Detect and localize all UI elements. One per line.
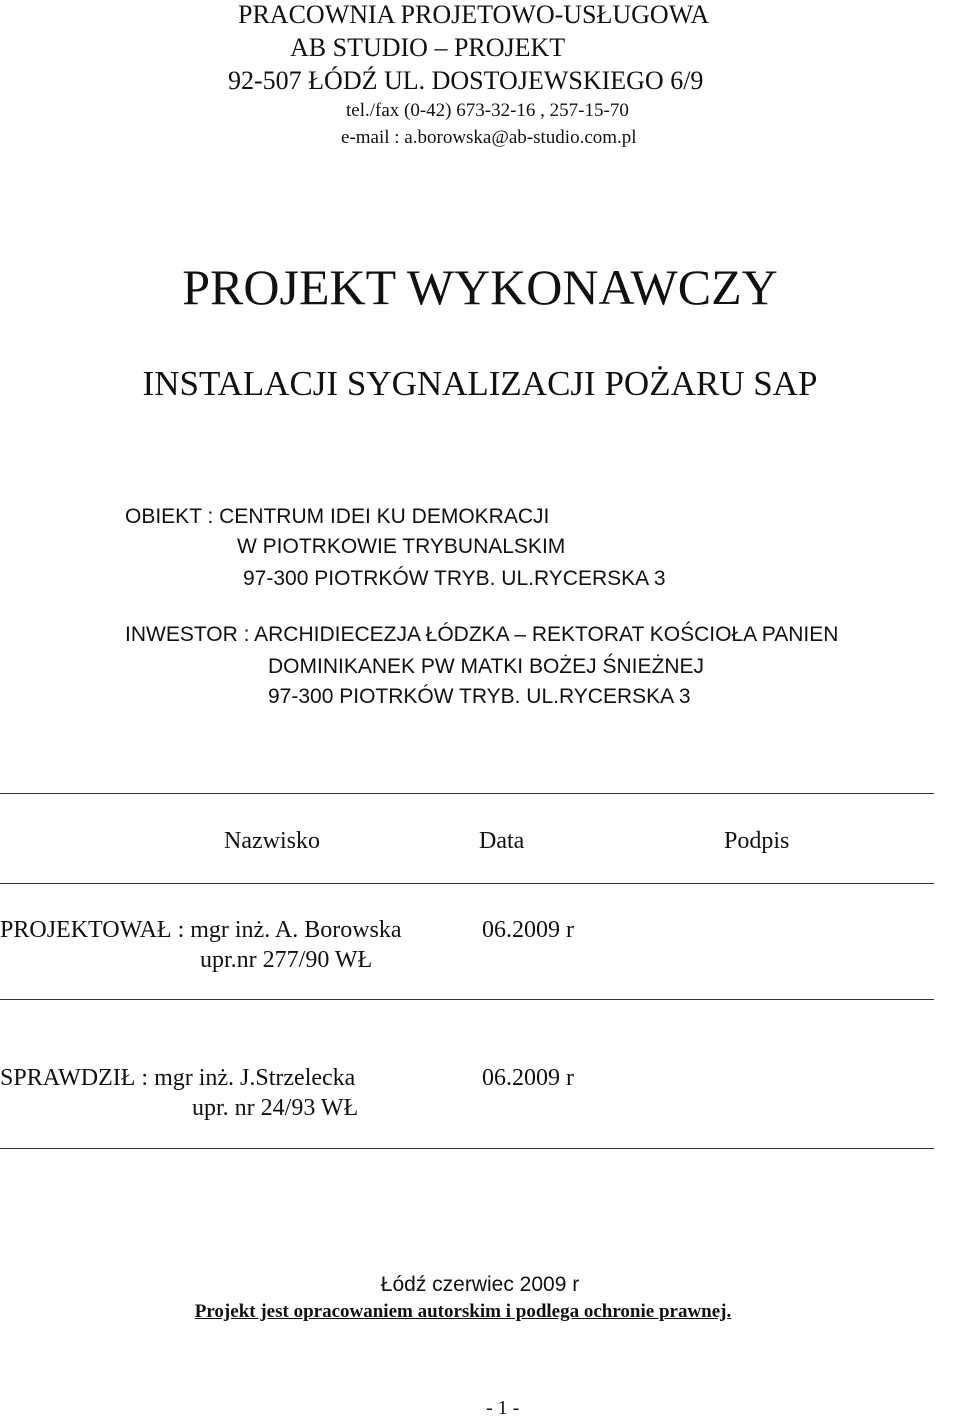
studio-name-line1: PRACOWNIA PROJETOWO-USŁUGOWA — [238, 0, 710, 29]
divider — [0, 883, 934, 884]
object-line1: OBIEKT : CENTRUM IDEI KU DEMOKRACJI — [125, 505, 550, 528]
column-header-name: Nazwisko — [224, 828, 320, 854]
investor-line2: DOMINIKANEK PW MATKI BOŻEJ ŚNIEŻNEJ — [268, 655, 704, 678]
designer-name: PROJEKTOWAŁ : mgr inż. A. Borowska — [0, 917, 402, 943]
page-number: - 1 - — [486, 1397, 520, 1419]
studio-address: 92-507 ŁÓDŹ UL. DOSTOJEWSKIEGO 6/9 — [228, 66, 704, 95]
object-line2: W PIOTRKOWIE TRYBUNALSKIM — [237, 535, 566, 558]
divider — [0, 793, 934, 794]
designer-date: 06.2009 r — [482, 917, 574, 943]
place-and-date: Łódź czerwiec 2009 r — [380, 1273, 580, 1296]
divider — [0, 1148, 934, 1149]
checker-date: 06.2009 r — [482, 1065, 574, 1091]
checker-name: SPRAWDZIŁ : mgr inż. J.Strzelecka — [0, 1065, 356, 1091]
investor-line3: 97-300 PIOTRKÓW TRYB. UL.RYCERSKA 3 — [268, 685, 691, 708]
checker-license: upr. nr 24/93 WŁ — [192, 1095, 359, 1121]
designer-license: upr.nr 277/90 WŁ — [200, 947, 373, 973]
investor-line1: INWESTOR : ARCHIDIECEZJA ŁÓDZKA – REKTORAT KOŚCIOŁA PANIEN — [125, 623, 839, 646]
column-header-signature: Podpis — [724, 828, 790, 854]
column-header-date: Data — [479, 828, 525, 854]
object-line3: 97-300 PIOTRKÓW TRYB. UL.RYCERSKA 3 — [243, 567, 666, 590]
document-subtitle: INSTALACJI SYGNALIZACJI POŻARU SAP — [142, 364, 818, 403]
studio-email: e-mail : a.borowska@ab-studio.com.pl — [341, 127, 637, 148]
studio-name-line2: AB STUDIO – PROJEKT — [290, 33, 566, 62]
studio-phone: tel./fax (0-42) 673-32-16 , 257-15-70 — [346, 100, 629, 121]
divider — [0, 999, 934, 1000]
document-title: PROJEKT WYKONAWCZY — [182, 259, 778, 315]
copyright-notice: Projekt jest opracowaniem autorskim i podlega ochronie prawnej. — [194, 1301, 732, 1322]
